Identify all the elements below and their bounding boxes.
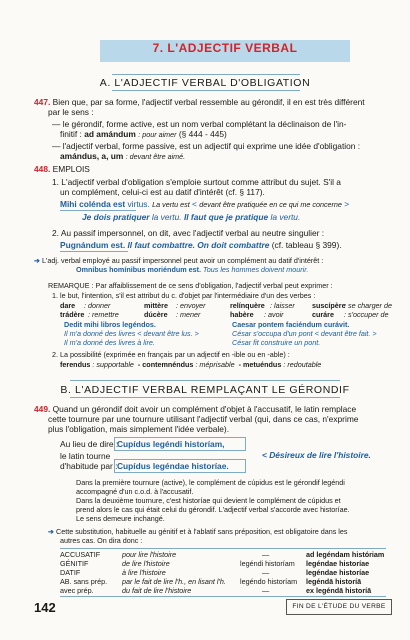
note-example: Omnibus homínibus moriéndum est. Tous les hommes doivent mourir. (76, 265, 309, 274)
note-line: ➔ L'adj. verbal employé au passif impersonnel peut avoir un complément au datif d'intérêt : (34, 256, 324, 265)
text-line: finitif : ad amándum : pour aimer (§ 444 - 445) (60, 129, 227, 139)
table-cell-fr: de lire l'histoire (122, 559, 170, 568)
table-cell-fr: pour lire l'histoire (122, 550, 177, 559)
note-line: ➔ Cette substitution, habituelle au génitif et à l'ablatif sans préposition, est obligatoire dans les (48, 527, 348, 536)
table-cell-fr: par le fait de lire l'h., en lisant l'h. (122, 577, 226, 586)
table-cell-col1: — (262, 586, 270, 595)
text-line: le latin tourne (60, 451, 111, 461)
paragraph-448: 448. EMPLOIS (34, 164, 90, 174)
table-cell-col2: legéndae historíae (306, 559, 370, 568)
text-line: 2. La possibilité (exprimée en français par un adjectif en -ible ou en -able) : (52, 350, 290, 359)
table-rule (60, 548, 386, 549)
table-cell-col1: — (262, 550, 270, 559)
text-line: cette tournure par une tournure utilisant l'adjectif verbal (qui, dans ce cas, n'exprime (48, 414, 359, 424)
example-french: Il m'a donné des livres à lire. (64, 338, 155, 347)
chapter-title: 7. L'ADJECTIF VERBAL (152, 41, 298, 55)
table-cell-col2: ex legéndā historíā (306, 586, 372, 595)
table-cell-col1: legéndi historíam (240, 559, 295, 568)
example-french: Il m'a donné des livres < devant être lus. > (64, 329, 199, 338)
text-line: 2. Au passif impersonnel, on dit, avec l'adjectif verbal au neutre singulier : (52, 228, 325, 238)
text-line: un complément, celui-ci est au datif d'intérêt (cf. § 117). (60, 187, 265, 197)
text-line: par le sens : (48, 107, 94, 117)
explanation-line: Dans la première tournure (active), le complément de cúpidus est le gérondif legéndi (76, 478, 345, 487)
remark: REMARQUE : Par affaiblissement de ce sens d'obligation, l'adjectif verbal peut exprimer : (48, 281, 333, 290)
paragraph-447: 447. Bien que, par sa forme, l'adjectif verbal ressemble au gérondif, il en est très différent (34, 97, 365, 107)
text-line: 1. le but, l'intention, s'il est attribut du c. d'objet par l'intermédiaire d'un des verbes : (52, 291, 316, 300)
text-line: plus l'obligation, mais simplement l'idée verbale). (48, 424, 230, 434)
table-cell-fr: du fait de lire l'histoire (122, 586, 192, 595)
explanation-line: Le sens demeure inchangé. (76, 514, 165, 523)
text-line: — le gérondif, forme active, est un nom verbal complétant la déclinaison de l'in- (52, 119, 347, 129)
note-line: autres cas. On dira donc : (60, 536, 143, 545)
text-line: 1. L'adjectif verbal d'obligation s'emploie surtout comme attribut du sujet. S'il a (52, 177, 341, 187)
example-french: César s'occupa d'un pont < devant être fait. > (232, 329, 377, 338)
end-of-chapter-box: FIN DE L'ÉTUDE DU VERBE (286, 599, 392, 615)
explanation-line: accompagné d'un c.o.d. à l'accusatif. (76, 487, 194, 496)
possibility-row: ferendus : supportable - contemnéndus : méprisable - metuéndus : redoutable (60, 360, 322, 369)
underline (60, 251, 128, 252)
example-latin: Caesar pontem faciéndum curávit. (232, 320, 350, 329)
divider (112, 90, 300, 91)
table-cell-col2: ad legéndam históriam (306, 550, 385, 559)
text-line: d'habitude par : (60, 461, 118, 471)
explanation-line: Dans la deuxième tournure, c'est historíae qui devient le complément de cúpidus et (76, 496, 341, 505)
example-latin: Cupídus legéndi historíam, (117, 439, 225, 449)
example-french: César fit construire un pont. (232, 338, 321, 347)
table-cell-col1: — (262, 568, 270, 577)
page-number: 142 (34, 600, 56, 615)
example-latin: Dedit mihi libros legéndos. (64, 320, 156, 329)
example-line: Pugnándum est. Il faut combattre. On doit combattre (cf. tableau § 399). (60, 240, 342, 250)
table-cell-case: GÉNITIF (60, 559, 89, 568)
underline (60, 210, 136, 211)
divider (112, 74, 300, 75)
example-line: Mihi colénda est virtus. La vertu est < devant être pratiquée en ce qui me concerne > (60, 199, 350, 209)
example-translation: < Désireux de lire l'histoire. (262, 450, 371, 460)
paragraph-449: 449. Quand un gérondif doit avoir un complément d'objet à l'accusatif, le latin remplace (34, 404, 357, 414)
table-cell-col1: legéndo historíam (240, 577, 298, 586)
text-line: — l'adjectif verbal, forme passive, est un adjectif qui exprime une idée d'obligation : (52, 141, 361, 151)
section-a-heading: A. L'ADJECTIF VERBAL D'OBLIGATION (99, 77, 311, 89)
table-cell-col2: legéndā historíā (306, 577, 362, 586)
table-cell-col2: legéndae historíae (306, 568, 370, 577)
divider (70, 380, 340, 381)
example-latin: Cupídus legéndae historíae. (117, 461, 229, 471)
example-line: Je dois pratiquer la vertu. Il faut que je pratique la vertu. (82, 212, 301, 222)
section-b-heading: B. L'ADJECTIF VERBAL REMPLAÇANT LE GÉRONDIF (60, 384, 350, 396)
table-cell-case: AB. sans prép. (60, 577, 108, 586)
text-line: amándus, a, um : devant être aimé. (60, 151, 186, 161)
explanation-line: prend alors le cas qui était celui du gérondif. L'adjectif verbal s'accorde avec historíae. (76, 505, 350, 514)
table-cell-case: ACCUSATIF (60, 550, 101, 559)
table-cell-fr: à lire l'histoire (122, 568, 166, 577)
table-cell-case: DATIF (60, 568, 81, 577)
table-rule (60, 596, 386, 597)
page: 7. L'ADJECTIF VERBAL A. L'ADJECTIF VERBAL D'OBLIGATION 447. Bien que, par sa forme, l'adjectif verbal ressemble au gérondif, il en est très différent par le sens : — le gérondif, forme active, est un nom verbal complétant la déclinaison de l'in- finitif : ad amándum : pour aimer (§ 444 - 445) — l'adjectif verbal, forme passive, est un adjectif qui exprime une idée d'obligation : amándus, a, um : devant être aimé. 448. EMPLOIS 1. L'adjectif verbal d'obligation s'emploie surtout comme attribut du sujet. S'il a un complément, celui-ci est au datif d'intérêt (cf. § 117). Mihi colénda est virtus. La vertu est < devant être pratiquée en ce qui me concerne > Je dois pratiquer la vertu. Il faut que je pratique la vertu. 2. Au passif impersonnel, on dit, avec l'adjectif verbal au neutre singulier : Pugnándum est. Il faut combattre. On doit combattre (cf. tableau § 399). ➔ L'adj. verbal employé au passif impersonnel peut avoir un complément au datif d'intérêt : Omnibus homínibus moriéndum est. Tous les hommes doivent mourir. REMARQUE : Par affaiblissement de ce sens d'obligation, l'adjectif verbal peut exprimer : 1. le but, l'intention, s'il est attribut du c. d'objet par l'intermédiaire d'un des verbes : dare : donner mittère : envoyer relínquère : laisser suscípère : se charger de trádère : remettre dúcère : mener habère : avoir curáre : s'occuper de Dedit mihi libros legéndos. Caesar pontem faciéndum curávit. Il m'a donné des livres < devant être lus. > César s'occupa d'un pont < devant être fait. > Il m'a donné des livres à lire. César fit construire un pont. 2. La possibilité (exprimée en français par un adjectif en -ible ou en -able) : ferendus : supportable - contemnéndus : méprisable - metuéndus : redoutable B. L'ADJECTIF VERBAL REMPLAÇANT LE GÉRONDIF 449. Quand un gérondif doit avoir un complément d'objet à l'accusatif, le latin remplace cette tournure par une tournure utilisant l'adjectif verbal (qui, dans ce cas, n'exprime plus l'obligation, mais simplement l'idée verbale). Au lieu de dire : Cupídus legéndi historíam, le latin tourne d'habitude par : Cupídus legéndae historíae. < Désireux de lire l'histoire. Dans la première tournure (active), le complément de cúpidus est le gérondif legéndi accompagné d'un c.o.d. à l'accusatif. Dans la deuxième tournure, c'est historíae qui devient le complément de cúpidus et prend alors le cas qui était celui du gérondif. L'adjectif verbal s'accorde avec historíae. Le sens demeure inchangé. ➔ Cette substitution, habituelle au génitif et à l'ablatif sans préposition, est obligatoire dans les autres cas. On dira donc : ACCUSATIF pour lire l'histoire — ad legéndam históriam GÉNITIF de lire l'histoire legéndi historíam legéndae historíae DATIF à lire l'histoire — legéndae historíae AB. sans prép. par le fait de lire l'h., en lisant l'h. legéndo historíam legéndā historíā avec prép. du fait de lire l'histoire — ex legéndā historíā 142 FIN DE L'ÉTUDE DU VERBE (0, 0, 410, 640)
divider (70, 397, 340, 398)
text-line: Au lieu de dire : (60, 439, 119, 449)
table-cell-case: avec prép. (60, 586, 94, 595)
